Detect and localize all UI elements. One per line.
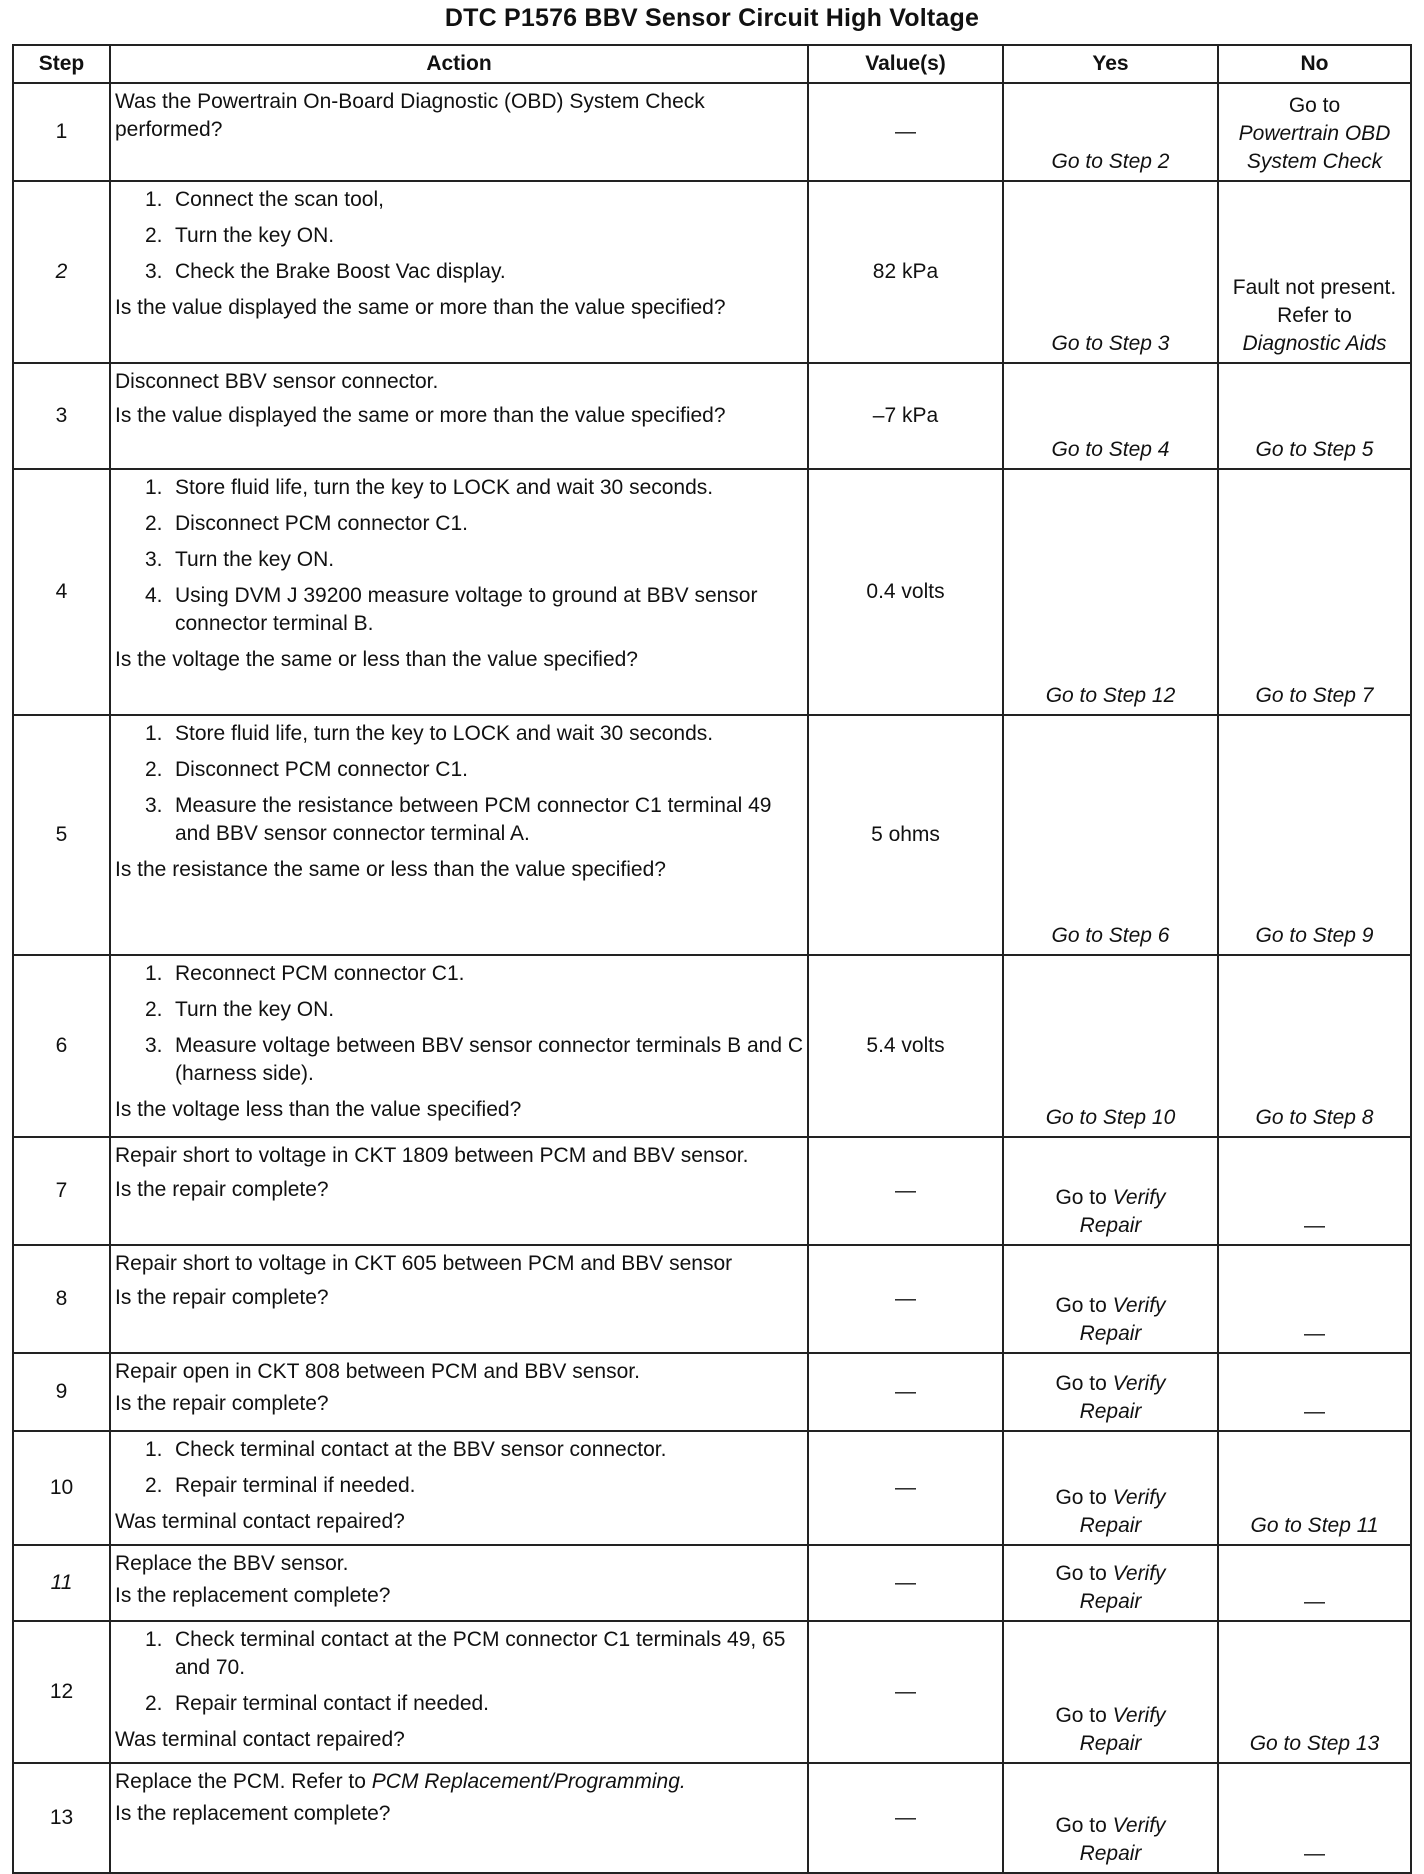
value-cell: — (808, 1245, 1003, 1353)
value-cell: — (808, 83, 1003, 181)
no-cell: Go to Step 11 (1218, 1431, 1411, 1545)
yes-text: Go to (1055, 1294, 1107, 1317)
no-cell: — (1218, 1353, 1411, 1431)
no-cell: Go to Step 13 (1218, 1621, 1411, 1763)
table-row (13, 83, 1411, 181)
yes-ref: Verify (1112, 1294, 1166, 1317)
action-cell (110, 1545, 808, 1621)
yes-text: Go to (1055, 1704, 1107, 1727)
no-text: Go to (1288, 94, 1341, 117)
action-text: Replace the PCM. Refer to PCM Replacement/Programming. (115, 1770, 686, 1793)
step-number: 11 (13, 1545, 110, 1621)
yes-cell (1003, 1621, 1218, 1763)
table-row (13, 363, 1411, 469)
yes-cell (1003, 1763, 1218, 1873)
action-cell (110, 955, 808, 1137)
yes-ref: Repair (1079, 1842, 1142, 1865)
action-cell (110, 1137, 808, 1245)
step-number: 2 (13, 181, 110, 363)
yes-cell: Go to Step 12 (1003, 469, 1218, 715)
action-list (115, 960, 803, 1088)
yes-cell: Go to Step 2 (1003, 83, 1218, 181)
list-item: 3. Measure the resistance between PCM connector C1 terminal 49 and BBV sensor connector terminal A. (145, 794, 772, 845)
action-question: Is the value displayed the same or more than the value specified? (115, 404, 726, 427)
value-cell: –7 kPa (808, 363, 1003, 469)
step-number: 12 (13, 1621, 110, 1763)
action-question: Is the resistance the same or less than the value specified? (115, 858, 666, 881)
value-cell: — (808, 1621, 1003, 1763)
action-cell (110, 1245, 808, 1353)
action-question: Is the repair complete? (115, 1178, 329, 1201)
yes-cell: Go to Step 6 (1003, 715, 1218, 955)
list-item: 3. Measure voltage between BBV sensor connector terminals B and C (harness side). (145, 1034, 804, 1085)
no-cell: — (1218, 1545, 1411, 1621)
action-text: Repair short to voltage in CKT 605 between PCM and BBV sensor (115, 1252, 733, 1275)
step-number: 3 (13, 363, 110, 469)
yes-cell: Go to Step 10 (1003, 955, 1218, 1137)
action-question: Is the value displayed the same or more than the value specified? (115, 296, 726, 319)
table-row (13, 715, 1411, 955)
yes-ref: Repair (1079, 1732, 1142, 1755)
action-question: Is the voltage less than the value specified? (115, 1098, 522, 1121)
value-cell: — (808, 1431, 1003, 1545)
action-text: Repair short to voltage in CKT 1809 between PCM and BBV sensor. (115, 1144, 749, 1167)
no-ref: Diagnostic Aids (1242, 332, 1387, 355)
action-cell (110, 363, 808, 469)
value-cell: 5 ohms (808, 715, 1003, 955)
action-cell (110, 1431, 808, 1545)
action-cell (110, 1763, 808, 1873)
action-cell (110, 1621, 808, 1763)
value-cell: 82 kPa (808, 181, 1003, 363)
list-item: 1. Store fluid life, turn the key to LOCK and wait 30 seconds. (145, 722, 714, 745)
table-row (13, 181, 1411, 363)
step-number: 7 (13, 1137, 110, 1245)
list-item: 2. Turn the key ON. (145, 998, 335, 1021)
table-row (13, 469, 1411, 715)
table-row (13, 1431, 1411, 1545)
value-cell: — (808, 1545, 1003, 1621)
action-text: Was the Powertrain On-Board Diagnostic (OBD) System Check performed? (115, 90, 705, 141)
list-item: 1. Store fluid life, turn the key to LOCK and wait 30 seconds. (145, 476, 714, 499)
yes-ref: Repair (1079, 1590, 1142, 1613)
action-text: Repair open in CKT 808 between PCM and BBV sensor. (115, 1360, 640, 1383)
yes-text: Go to (1055, 1486, 1107, 1509)
header-row (13, 45, 1411, 83)
table-row (13, 1621, 1411, 1763)
yes-ref: Verify (1112, 1372, 1166, 1395)
yes-ref: Repair (1079, 1214, 1142, 1237)
no-cell: — (1218, 1137, 1411, 1245)
yes-text: Go to (1055, 1814, 1107, 1837)
no-cell (1218, 83, 1411, 181)
no-cell: — (1218, 1245, 1411, 1353)
action-list (115, 1436, 803, 1500)
no-ref: Powertrain OBD System Check (1238, 122, 1391, 173)
action-text: Replace the BBV sensor. (115, 1552, 349, 1575)
action-list (115, 720, 803, 848)
yes-text: Go to (1055, 1372, 1107, 1395)
list-item: 2. Disconnect PCM connector C1. (145, 758, 468, 781)
no-cell: Go to Step 7 (1218, 469, 1411, 715)
step-number: 10 (13, 1431, 110, 1545)
action-cell (110, 1353, 808, 1431)
action-ref: PCM Replacement/Programming. (371, 1770, 686, 1793)
yes-ref: Repair (1079, 1514, 1142, 1537)
step-number: 8 (13, 1245, 110, 1353)
yes-ref: Repair (1079, 1322, 1142, 1345)
no-text: Fault not present. Refer to (1232, 276, 1397, 327)
yes-cell (1003, 1431, 1218, 1545)
header-no: No (1218, 45, 1411, 83)
yes-cell: Go to Step 4 (1003, 363, 1218, 469)
list-item: 1. Connect the scan tool, (145, 188, 384, 211)
yes-text: Go to (1055, 1562, 1107, 1585)
value-cell: — (808, 1763, 1003, 1873)
table-row (13, 1763, 1411, 1873)
value-cell: 5.4 volts (808, 955, 1003, 1137)
yes-ref: Verify (1112, 1186, 1166, 1209)
action-cell (110, 181, 808, 363)
no-cell: Go to Step 9 (1218, 715, 1411, 955)
step-number: 9 (13, 1353, 110, 1431)
list-item: 1. Check terminal contact at the BBV sensor connector. (145, 1438, 667, 1461)
action-question: Is the replacement complete? (115, 1802, 391, 1825)
value-cell: 0.4 volts (808, 469, 1003, 715)
header-step: Step (13, 45, 110, 83)
action-question: Is the repair complete? (115, 1286, 329, 1309)
yes-cell (1003, 1137, 1218, 1245)
list-item: 2. Repair terminal contact if needed. (145, 1692, 490, 1715)
list-item: 1. Check terminal contact at the PCM connector C1 terminals 49, 65 and 70. (145, 1628, 786, 1679)
action-question: Is the replacement complete? (115, 1584, 391, 1607)
list-item: 1. Reconnect PCM connector C1. (145, 962, 465, 985)
table-row (13, 955, 1411, 1137)
action-text: Disconnect BBV sensor connector. (115, 370, 439, 393)
header-action: Action (110, 45, 808, 83)
header-values: Value(s) (808, 45, 1003, 83)
yes-ref: Repair (1079, 1400, 1142, 1423)
yes-text: Go to (1055, 1186, 1107, 1209)
list-item: 2. Turn the key ON. (145, 224, 335, 247)
action-list (115, 186, 803, 286)
table-row (13, 1353, 1411, 1431)
action-list (115, 474, 803, 638)
value-cell: — (808, 1353, 1003, 1431)
step-number: 4 (13, 469, 110, 715)
yes-cell (1003, 1353, 1218, 1431)
yes-cell (1003, 1545, 1218, 1621)
step-number: 6 (13, 955, 110, 1137)
table-row (13, 1137, 1411, 1245)
no-cell: — (1218, 1763, 1411, 1873)
table-row (13, 1545, 1411, 1621)
action-question: Is the voltage the same or less than the value specified? (115, 648, 638, 671)
list-item: 3. Turn the key ON. (145, 548, 335, 571)
action-cell (110, 469, 808, 715)
yes-ref: Verify (1112, 1562, 1166, 1585)
step-number: 5 (13, 715, 110, 955)
list-item: 2. Repair terminal if needed. (145, 1474, 416, 1497)
page-title: DTC P1576 BBV Sensor Circuit High Voltage (444, 4, 980, 32)
action-cell (110, 83, 808, 181)
diagnostic-table (12, 44, 1412, 1874)
value-cell: — (808, 1137, 1003, 1245)
header-yes: Yes (1003, 45, 1218, 83)
yes-ref: Verify (1112, 1486, 1166, 1509)
action-question: Is the repair complete? (115, 1392, 329, 1415)
action-cell (110, 715, 808, 955)
no-cell: Go to Step 5 (1218, 363, 1411, 469)
yes-ref: Verify (1112, 1704, 1166, 1727)
step-number: 13 (13, 1763, 110, 1873)
yes-ref: Verify (1112, 1814, 1166, 1837)
list-item: 2. Disconnect PCM connector C1. (145, 512, 468, 535)
yes-cell (1003, 1245, 1218, 1353)
action-question: Was terminal contact repaired? (115, 1510, 405, 1533)
step-number: 1 (13, 83, 110, 181)
no-cell (1218, 181, 1411, 363)
action-question: Was terminal contact repaired? (115, 1728, 405, 1751)
list-item: 4. Using DVM J 39200 measure voltage to ground at BBV sensor connector terminal B. (145, 584, 758, 635)
table-row (13, 1245, 1411, 1353)
list-item: 3. Check the Brake Boost Vac display. (145, 260, 506, 283)
yes-cell: Go to Step 3 (1003, 181, 1218, 363)
no-cell: Go to Step 8 (1218, 955, 1411, 1137)
action-list (115, 1626, 803, 1718)
